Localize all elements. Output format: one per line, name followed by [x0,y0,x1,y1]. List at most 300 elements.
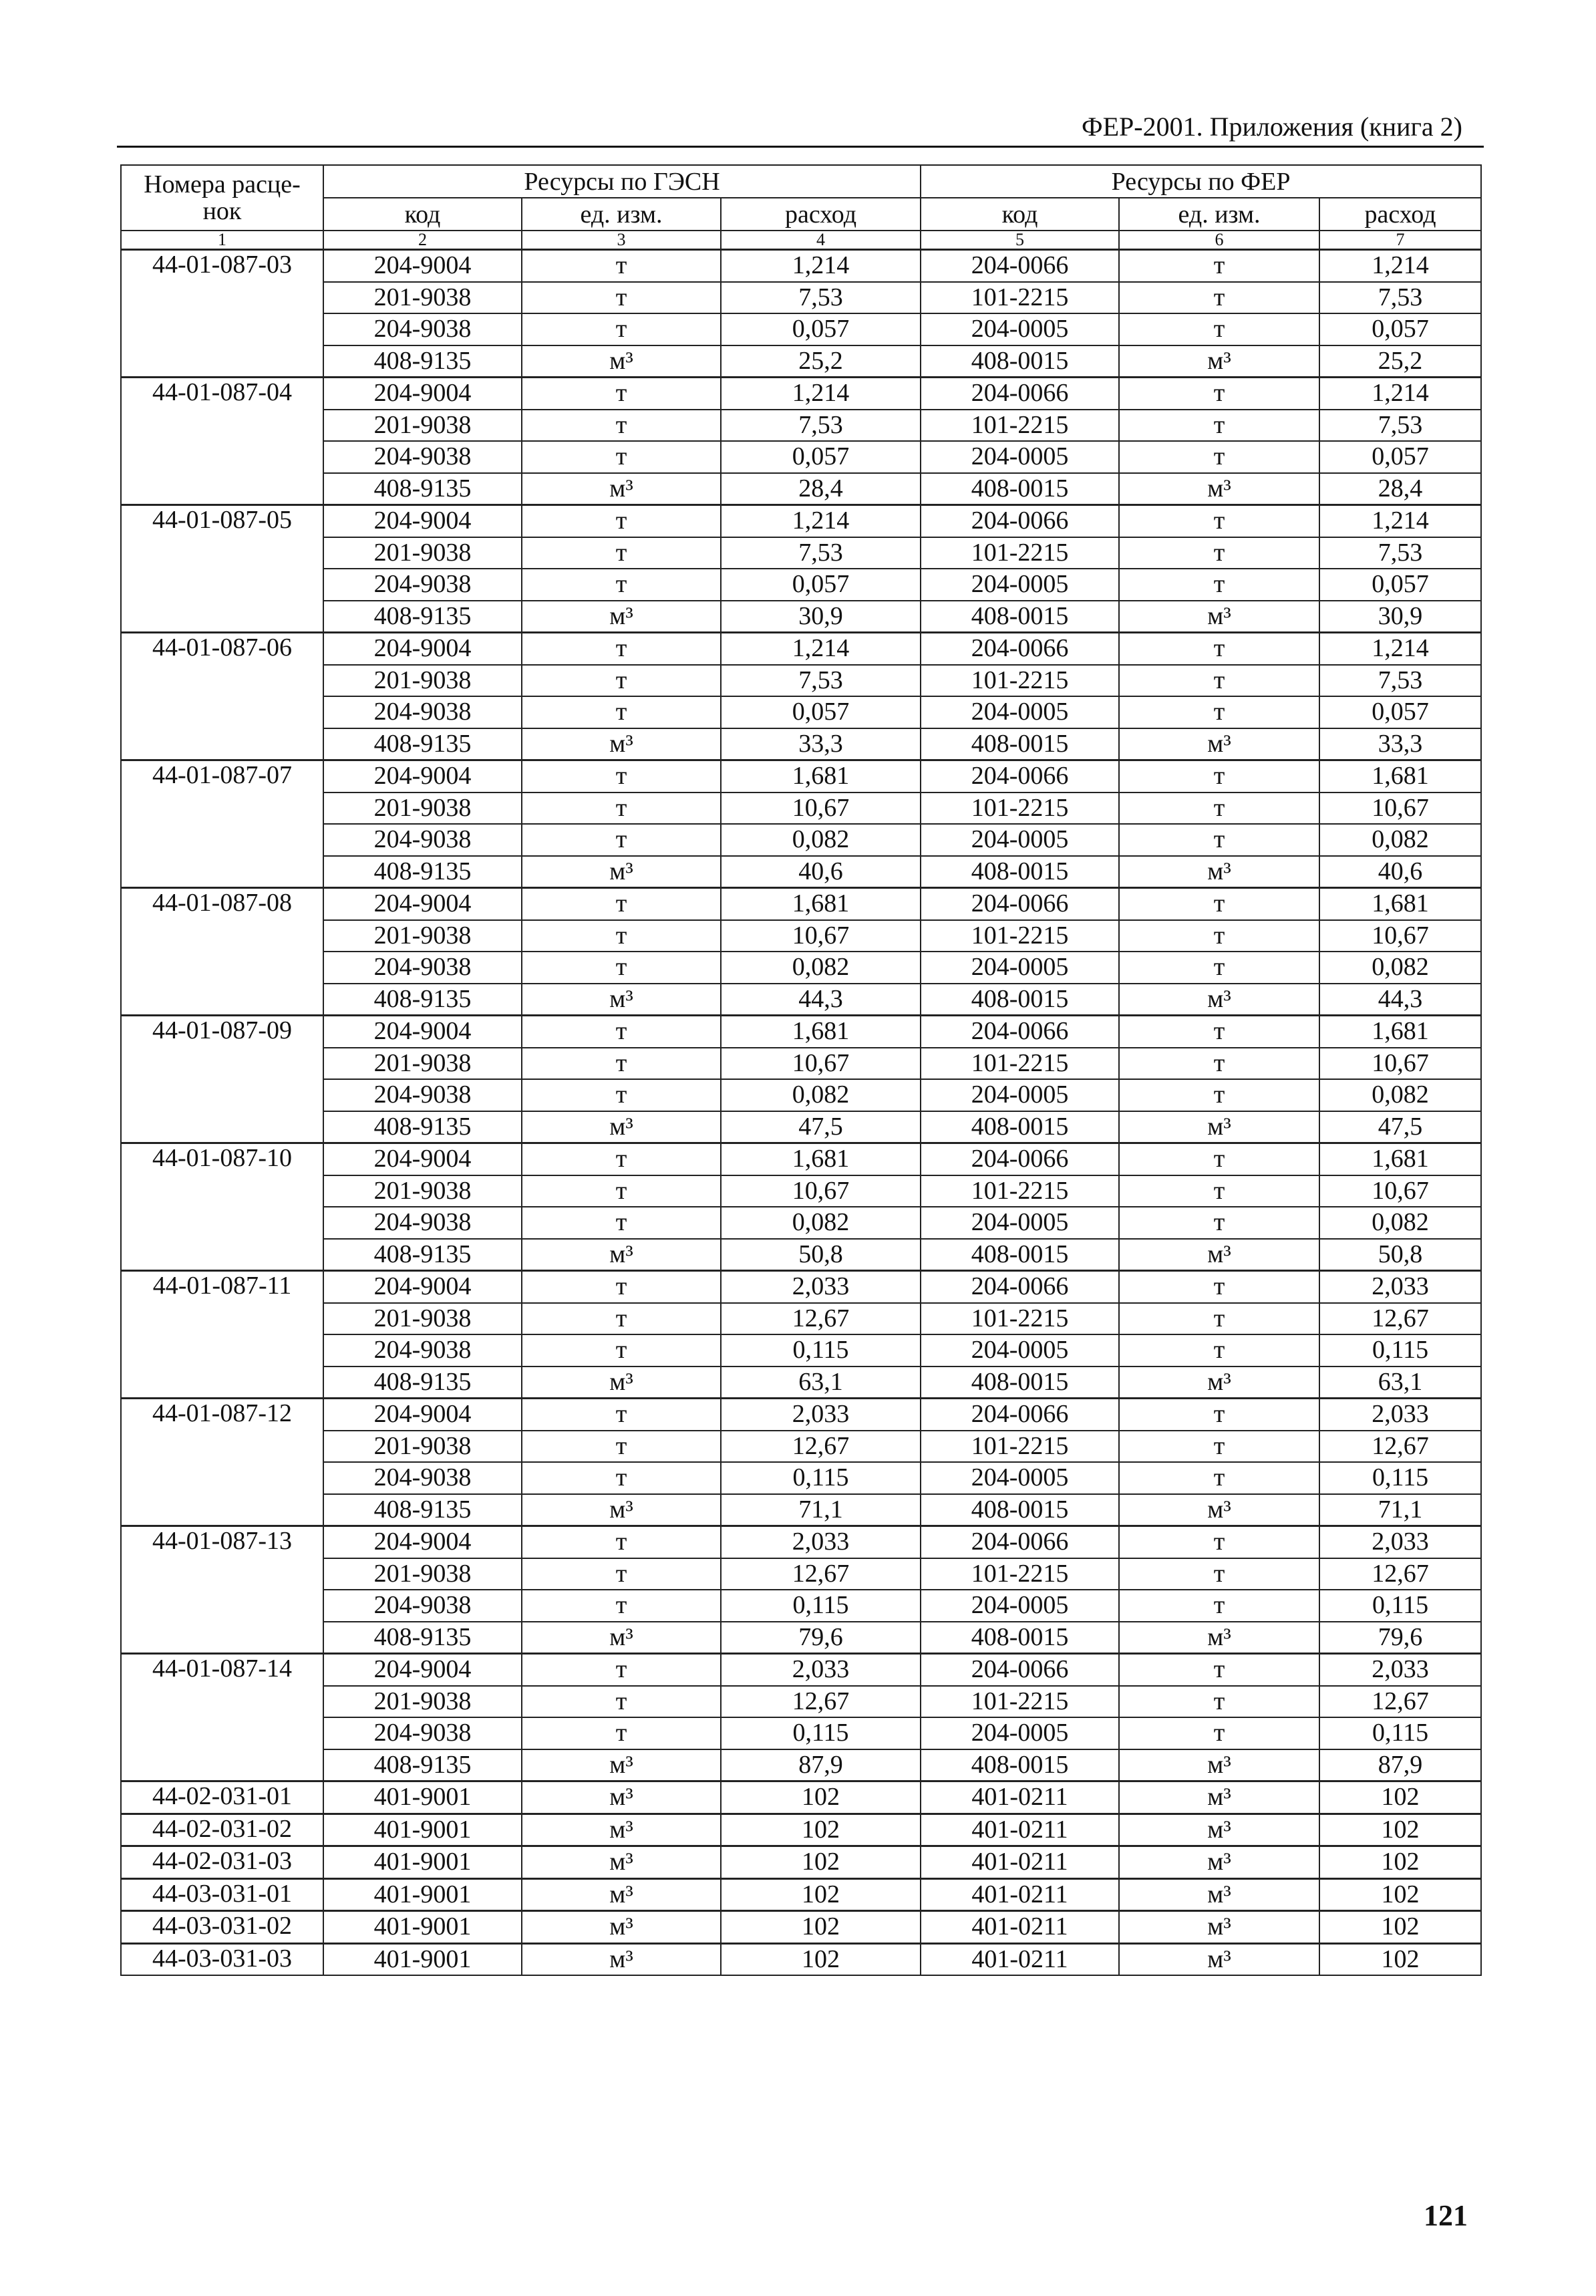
gesn-unit-cell: м³ [522,1622,721,1654]
fer-unit-cell: м³ [1119,1239,1319,1271]
fer-code-cell: 204-0066 [921,1399,1119,1431]
gesn-amount-cell: 10,67 [721,1175,921,1207]
fer-code-cell: 204-0005 [921,1334,1119,1367]
header-fer-resources: Ресурсы по ФЕР [921,165,1481,198]
gesn-amount-cell: 7,53 [721,537,921,569]
fer-code-cell: 401-0211 [921,1814,1119,1846]
gesn-code-cell: 204-9038 [323,824,522,856]
fer-unit-cell: м³ [1119,601,1319,633]
rate-number-cell: 44-01-087-09 [121,1016,323,1143]
rate-number-cell: 44-01-087-12 [121,1399,323,1526]
gesn-unit-cell: т [522,1048,721,1080]
gesn-code-cell: 204-9004 [323,633,522,665]
fer-unit-cell: т [1119,824,1319,856]
table-row [121,824,1481,856]
table-row [121,1175,1481,1207]
gesn-amount-cell: 1,214 [721,505,921,537]
fer-unit-cell: т [1119,1558,1319,1590]
gesn-code-cell: 204-9038 [323,1207,522,1239]
table-row [121,1016,1481,1048]
table-row [121,1271,1481,1303]
table-row [121,313,1481,345]
rate-number-cell: 44-01-087-13 [121,1526,323,1654]
fer-amount-cell: 1,214 [1319,250,1481,282]
table-row [121,1143,1481,1175]
table-row [121,952,1481,984]
gesn-amount-cell: 33,3 [721,728,921,760]
gesn-code-cell: 401-9001 [323,1943,522,1975]
fer-code-cell: 101-2215 [921,410,1119,442]
fer-unit-cell: т [1119,441,1319,473]
fer-amount-cell: 44,3 [1319,984,1481,1016]
column-number: 6 [1119,231,1319,250]
table-row [121,728,1481,760]
gesn-code-cell: 408-9135 [323,1622,522,1654]
gesn-code-cell: 201-9038 [323,282,522,314]
gesn-code-cell: 201-9038 [323,1686,522,1718]
fer-amount-cell: 30,9 [1319,601,1481,633]
fer-code-cell: 204-0066 [921,1143,1119,1175]
gesn-amount-cell: 7,53 [721,410,921,442]
rate-number-cell: 44-01-087-06 [121,633,323,760]
fer-unit-cell: т [1119,665,1319,697]
fer-amount-cell: 79,6 [1319,1622,1481,1654]
gesn-amount-cell: 7,53 [721,282,921,314]
gesn-unit-cell: т [522,313,721,345]
gesn-amount-cell: 1,214 [721,378,921,410]
rate-number-cell: 44-01-087-03 [121,250,323,378]
fer-amount-cell: 47,5 [1319,1111,1481,1143]
rate-number-cell: 44-01-087-08 [121,888,323,1016]
gesn-code-cell: 408-9135 [323,1494,522,1526]
fer-code-cell: 204-0066 [921,1526,1119,1558]
gesn-amount-cell: 12,67 [721,1558,921,1590]
gesn-unit-cell: т [522,1590,721,1622]
fer-amount-cell: 1,681 [1319,1143,1481,1175]
fer-unit-cell: м³ [1119,856,1319,888]
gesn-amount-cell: 12,67 [721,1303,921,1335]
fer-unit-cell: м³ [1119,1846,1319,1879]
gesn-amount-cell: 0,115 [721,1590,921,1622]
fer-amount-cell: 7,53 [1319,410,1481,442]
fer-unit-cell: м³ [1119,1367,1319,1399]
table-row [121,1334,1481,1367]
table-row [121,1622,1481,1654]
fer-amount-cell: 1,681 [1319,760,1481,793]
table-row [121,1846,1481,1879]
fer-code-cell: 204-0005 [921,1207,1119,1239]
header-fer-amount: расход [1319,198,1481,231]
gesn-unit-cell: т [522,505,721,537]
rate-number-cell: 44-01-087-14 [121,1654,323,1781]
fer-amount-cell: 40,6 [1319,856,1481,888]
fer-code-cell: 204-0005 [921,441,1119,473]
fer-code-cell: 204-0066 [921,633,1119,665]
fer-amount-cell: 0,082 [1319,824,1481,856]
fer-code-cell: 101-2215 [921,282,1119,314]
gesn-code-cell: 408-9135 [323,345,522,378]
gesn-unit-cell: т [522,760,721,793]
gesn-amount-cell: 12,67 [721,1431,921,1463]
gesn-code-cell: 204-9004 [323,1526,522,1558]
fer-code-cell: 204-0005 [921,952,1119,984]
table-row [121,1717,1481,1749]
fer-code-cell: 101-2215 [921,1558,1119,1590]
fer-unit-cell: м³ [1119,1878,1319,1911]
page-number: 121 [1424,2199,1468,2232]
gesn-code-cell: 204-9004 [323,378,522,410]
gesn-code-cell: 204-9038 [323,313,522,345]
fer-code-cell: 204-0066 [921,378,1119,410]
gesn-unit-cell: т [522,1016,721,1048]
gesn-code-cell: 408-9135 [323,1239,522,1271]
fer-unit-cell: т [1119,410,1319,442]
gesn-code-cell: 401-9001 [323,1846,522,1879]
header-gesn-code: код [323,198,522,231]
gesn-amount-cell: 1,214 [721,633,921,665]
gesn-amount-cell: 1,681 [721,888,921,920]
table-row [121,1654,1481,1686]
fer-unit-cell: т [1119,1431,1319,1463]
rate-number-cell: 44-02-031-02 [121,1814,323,1846]
gesn-unit-cell: т [522,250,721,282]
gesn-amount-cell: 71,1 [721,1494,921,1526]
fer-amount-cell: 0,057 [1319,441,1481,473]
gesn-code-cell: 204-9004 [323,1143,522,1175]
table-row [121,1749,1481,1781]
fer-amount-cell: 12,67 [1319,1303,1481,1335]
rate-number-cell: 44-02-031-01 [121,1781,323,1814]
fer-amount-cell: 102 [1319,1814,1481,1846]
gesn-amount-cell: 79,6 [721,1622,921,1654]
fer-code-cell: 204-0005 [921,313,1119,345]
header-gesn-unit: ед. изм. [522,198,721,231]
gesn-unit-cell: т [522,282,721,314]
gesn-code-cell: 204-9038 [323,441,522,473]
fer-unit-cell: т [1119,1048,1319,1080]
fer-amount-cell: 2,033 [1319,1399,1481,1431]
fer-amount-cell: 1,681 [1319,1016,1481,1048]
fer-code-cell: 101-2215 [921,793,1119,825]
gesn-amount-cell: 10,67 [721,793,921,825]
fer-amount-cell: 0,082 [1319,1207,1481,1239]
fer-code-cell: 101-2215 [921,1048,1119,1080]
gesn-code-cell: 408-9135 [323,856,522,888]
fer-amount-cell: 0,115 [1319,1590,1481,1622]
gesn-unit-cell: м³ [522,601,721,633]
gesn-unit-cell: м³ [522,1749,721,1781]
fer-unit-cell: т [1119,282,1319,314]
fer-code-cell: 204-0005 [921,824,1119,856]
fer-amount-cell: 33,3 [1319,728,1481,760]
gesn-amount-cell: 1,681 [721,1016,921,1048]
table-row [121,378,1481,410]
fer-code-cell: 408-0015 [921,1749,1119,1781]
fer-code-cell: 204-0005 [921,1590,1119,1622]
gesn-amount-cell: 40,6 [721,856,921,888]
gesn-amount-cell: 1,681 [721,760,921,793]
gesn-code-cell: 204-9038 [323,1717,522,1749]
fer-unit-cell: т [1119,1399,1319,1431]
fer-amount-cell: 0,082 [1319,952,1481,984]
fer-unit-cell: м³ [1119,1494,1319,1526]
fer-code-cell: 408-0015 [921,856,1119,888]
fer-code-cell: 408-0015 [921,1367,1119,1399]
rate-number-cell: 44-01-087-11 [121,1271,323,1399]
gesn-unit-cell: т [522,952,721,984]
table-row [121,920,1481,952]
gesn-unit-cell: м³ [522,1494,721,1526]
table-row [121,1079,1481,1111]
table-row [121,537,1481,569]
fer-amount-cell: 25,2 [1319,345,1481,378]
gesn-amount-cell: 102 [721,1878,921,1911]
table-row [121,1048,1481,1080]
gesn-unit-cell: т [522,1558,721,1590]
fer-amount-cell: 2,033 [1319,1271,1481,1303]
fer-unit-cell: т [1119,569,1319,601]
gesn-amount-cell: 12,67 [721,1686,921,1718]
gesn-code-cell: 204-9038 [323,1590,522,1622]
fer-code-cell: 101-2215 [921,920,1119,952]
table-row [121,1303,1481,1335]
gesn-unit-cell: м³ [522,1239,721,1271]
gesn-unit-cell: т [522,633,721,665]
fer-code-cell: 401-0211 [921,1943,1119,1975]
fer-unit-cell: т [1119,1334,1319,1367]
fer-unit-cell: т [1119,1175,1319,1207]
fer-code-cell: 204-0066 [921,1654,1119,1686]
column-number: 7 [1319,231,1481,250]
gesn-code-cell: 204-9004 [323,1399,522,1431]
table-row [121,250,1481,282]
table-row [121,1558,1481,1590]
gesn-code-cell: 204-9038 [323,696,522,728]
fer-amount-cell: 2,033 [1319,1526,1481,1558]
gesn-amount-cell: 0,057 [721,696,921,728]
fer-code-cell: 204-0066 [921,888,1119,920]
fer-code-cell: 408-0015 [921,728,1119,760]
gesn-amount-cell: 47,5 [721,1111,921,1143]
gesn-unit-cell: т [522,1399,721,1431]
table-row [121,1399,1481,1431]
fer-unit-cell: т [1119,633,1319,665]
fer-amount-cell: 12,67 [1319,1686,1481,1718]
gesn-code-cell: 408-9135 [323,473,522,505]
gesn-unit-cell: м³ [522,856,721,888]
fer-amount-cell: 0,115 [1319,1334,1481,1367]
table-row [121,1878,1481,1911]
fer-unit-cell: т [1119,793,1319,825]
column-numbers-row [121,231,1481,250]
fer-code-cell: 204-0005 [921,696,1119,728]
gesn-code-cell: 204-9038 [323,1079,522,1111]
gesn-amount-cell: 0,057 [721,569,921,601]
gesn-amount-cell: 0,082 [721,1207,921,1239]
fer-unit-cell: м³ [1119,1622,1319,1654]
fer-amount-cell: 1,681 [1319,888,1481,920]
table-row [121,1239,1481,1271]
gesn-code-cell: 204-9004 [323,888,522,920]
fer-amount-cell: 1,214 [1319,378,1481,410]
fer-amount-cell: 102 [1319,1878,1481,1911]
gesn-unit-cell: т [522,1462,721,1494]
table-row [121,569,1481,601]
fer-unit-cell: т [1119,1016,1319,1048]
gesn-amount-cell: 10,67 [721,920,921,952]
header-fer-code: код [921,198,1119,231]
column-number: 3 [522,231,721,250]
gesn-amount-cell: 25,2 [721,345,921,378]
table-row [121,410,1481,442]
gesn-code-cell: 201-9038 [323,1431,522,1463]
table-row [121,888,1481,920]
table-row [121,441,1481,473]
rate-number-cell: 44-01-087-10 [121,1143,323,1271]
table-row [121,1207,1481,1239]
fer-unit-cell: м³ [1119,1814,1319,1846]
gesn-amount-cell: 2,033 [721,1526,921,1558]
fer-amount-cell: 0,057 [1319,569,1481,601]
table-row [121,345,1481,378]
gesn-unit-cell: т [522,1207,721,1239]
fer-amount-cell: 1,214 [1319,505,1481,537]
table-row [121,1494,1481,1526]
table-row [121,1814,1481,1846]
rate-number-cell: 44-03-031-02 [121,1911,323,1944]
gesn-code-cell: 201-9038 [323,1048,522,1080]
fer-unit-cell: м³ [1119,345,1319,378]
fer-code-cell: 101-2215 [921,1175,1119,1207]
gesn-amount-cell: 0,115 [721,1717,921,1749]
fer-code-cell: 204-0066 [921,1271,1119,1303]
gesn-amount-cell: 0,115 [721,1334,921,1367]
table-row [121,665,1481,697]
fer-unit-cell: т [1119,1590,1319,1622]
table-row [121,856,1481,888]
gesn-unit-cell: м³ [522,728,721,760]
gesn-unit-cell: т [522,1431,721,1463]
resources-table [120,164,1482,1976]
gesn-unit-cell: т [522,665,721,697]
page-header: ФЕР-2001. Приложения (книга 2) [1082,112,1462,142]
fer-unit-cell: т [1119,313,1319,345]
gesn-code-cell: 204-9004 [323,760,522,793]
fer-unit-cell: м³ [1119,1911,1319,1944]
fer-amount-cell: 1,214 [1319,633,1481,665]
gesn-unit-cell: т [522,441,721,473]
rate-number-cell: 44-01-087-07 [121,760,323,888]
fer-unit-cell: т [1119,920,1319,952]
fer-amount-cell: 0,057 [1319,696,1481,728]
fer-amount-cell: 28,4 [1319,473,1481,505]
fer-unit-cell: т [1119,1654,1319,1686]
rate-number-cell: 44-03-031-01 [121,1878,323,1911]
fer-unit-cell: т [1119,1526,1319,1558]
gesn-amount-cell: 7,53 [721,665,921,697]
gesn-amount-cell: 102 [721,1911,921,1944]
table-row [121,282,1481,314]
fer-code-cell: 204-0066 [921,760,1119,793]
gesn-code-cell: 201-9038 [323,537,522,569]
fer-unit-cell: м³ [1119,984,1319,1016]
fer-amount-cell: 7,53 [1319,665,1481,697]
gesn-code-cell: 204-9038 [323,952,522,984]
table-row [121,633,1481,665]
rate-number-cell: 44-02-031-03 [121,1846,323,1879]
table-row [121,696,1481,728]
fer-unit-cell: т [1119,1271,1319,1303]
gesn-code-cell: 408-9135 [323,984,522,1016]
gesn-amount-cell: 0,057 [721,313,921,345]
fer-code-cell: 204-0066 [921,505,1119,537]
fer-amount-cell: 10,67 [1319,1175,1481,1207]
gesn-amount-cell: 1,214 [721,250,921,282]
gesn-unit-cell: т [522,1334,721,1367]
gesn-unit-cell: м³ [522,1367,721,1399]
fer-code-cell: 204-0066 [921,1016,1119,1048]
gesn-amount-cell: 0,082 [721,952,921,984]
gesn-unit-cell: т [522,888,721,920]
gesn-unit-cell: т [522,1143,721,1175]
gesn-amount-cell: 0,082 [721,1079,921,1111]
fer-unit-cell: т [1119,378,1319,410]
header-gesn-resources: Ресурсы по ГЭСН [323,165,921,198]
gesn-unit-cell: т [522,920,721,952]
fer-amount-cell: 87,9 [1319,1749,1481,1781]
fer-amount-cell: 102 [1319,1781,1481,1814]
gesn-code-cell: 204-9004 [323,1271,522,1303]
gesn-amount-cell: 2,033 [721,1654,921,1686]
fer-code-cell: 408-0015 [921,601,1119,633]
fer-amount-cell: 63,1 [1319,1367,1481,1399]
table-row [121,1686,1481,1718]
fer-code-cell: 204-0066 [921,250,1119,282]
gesn-code-cell: 201-9038 [323,665,522,697]
fer-code-cell: 408-0015 [921,1494,1119,1526]
table-row [121,1943,1481,1975]
gesn-amount-cell: 0,082 [721,824,921,856]
gesn-unit-cell: т [522,1175,721,1207]
fer-unit-cell: т [1119,505,1319,537]
gesn-amount-cell: 30,9 [721,601,921,633]
gesn-unit-cell: т [522,410,721,442]
fer-unit-cell: м³ [1119,1781,1319,1814]
column-number: 4 [721,231,921,250]
fer-code-cell: 401-0211 [921,1911,1119,1944]
gesn-unit-cell: т [522,569,721,601]
header-rule [117,146,1484,148]
table-row [121,505,1481,537]
fer-code-cell: 408-0015 [921,1622,1119,1654]
gesn-code-cell: 204-9038 [323,1334,522,1367]
fer-unit-cell: м³ [1119,728,1319,760]
table-row [121,1462,1481,1494]
fer-amount-cell: 10,67 [1319,793,1481,825]
header-fer-unit: ед. изм. [1119,198,1319,231]
gesn-amount-cell: 102 [721,1846,921,1879]
gesn-unit-cell: м³ [522,1846,721,1879]
fer-unit-cell: т [1119,537,1319,569]
fer-amount-cell: 50,8 [1319,1239,1481,1271]
gesn-code-cell: 401-9001 [323,1781,522,1814]
table-row [121,760,1481,793]
fer-amount-cell: 0,115 [1319,1717,1481,1749]
gesn-unit-cell: т [522,1271,721,1303]
gesn-amount-cell: 87,9 [721,1749,921,1781]
gesn-amount-cell: 50,8 [721,1239,921,1271]
gesn-unit-cell: т [522,537,721,569]
